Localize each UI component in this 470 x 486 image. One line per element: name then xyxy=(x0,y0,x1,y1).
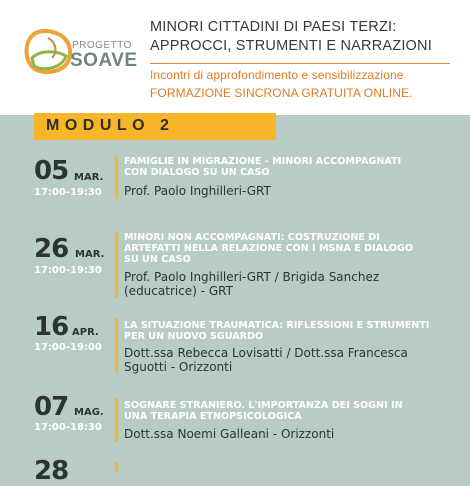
speaker-line: Prof. Paolo Inghilleri-GRT / Brigida Sanchez xyxy=(124,270,380,284)
session-day: 05 xyxy=(34,156,69,186)
module-label: MODULO 2 xyxy=(46,117,175,134)
topic-line: ARTEFATTI NELLA RELAZIONE CON I MSNA E DIALOGO xyxy=(124,243,414,254)
session-speaker xyxy=(124,427,444,441)
speaker-line: Prof. Paolo Inghilleri-GRT xyxy=(124,184,271,198)
topic-line: MINORI NON ACCOMPAGNATI: COSTRUZIONE DI xyxy=(124,232,380,243)
topic-line: CON DIALOGO SU UN CASO xyxy=(124,167,270,178)
session-day: 26 xyxy=(34,234,69,264)
subtitle-line-2: FORMAZIONE SINCRONA GRATUITA ONLINE. xyxy=(150,86,413,100)
session-month: MAR. xyxy=(75,249,105,260)
session-topic xyxy=(124,320,454,342)
session-time: 17:00-19:00 xyxy=(34,342,102,353)
title-line-1: MINORI CITTADINI DI PAESI TERZI: xyxy=(150,19,397,35)
subtitle-line-1: Incontri di approfondimento e sensibilizzazione xyxy=(150,68,404,82)
topic-line: SU UN CASO xyxy=(124,254,191,265)
session-time: 17:00-19:30 xyxy=(34,187,102,198)
speaker-line: (educatrice) - GRT xyxy=(124,284,233,298)
session-month: MAG. xyxy=(74,407,104,418)
speaker-line: Dott.ssa Rebecca Lovisatti / Dott.ssa Francesca xyxy=(124,346,408,360)
session-speaker xyxy=(124,270,444,298)
session-month: APR. xyxy=(72,327,99,338)
speaker-line: Dott.ssa Noemi Galleani - Orizzonti xyxy=(124,427,335,441)
session-topic xyxy=(124,400,454,422)
topic-line: UNA TERAPIA ETNOPSICOLOGICA xyxy=(124,411,302,422)
title-line-2: APPROCCI, STRUMENTI E NARRAZIONI xyxy=(150,38,432,54)
session-accent-bar xyxy=(115,232,118,298)
session-accent-bar xyxy=(115,318,118,373)
module-banner xyxy=(34,113,276,140)
topic-line: FAMIGLIE IN MIGRAZIONE - MINORI ACCOMPAGNATI xyxy=(124,156,402,167)
session-day: 28 xyxy=(34,456,69,486)
speaker-line: Sguotti - Orizzonti xyxy=(124,360,233,374)
session-day: 07 xyxy=(34,392,69,422)
logo-progetto-text: PROGETTO xyxy=(72,40,132,51)
session-day: 16 xyxy=(34,312,69,342)
topic-line: LA SITUAZIONE TRAUMATICA: RIFLESSIONI E STRUMENTI xyxy=(124,320,430,331)
session-accent-bar xyxy=(115,398,118,442)
header xyxy=(0,0,470,115)
page-title xyxy=(150,18,432,56)
session-accent-bar xyxy=(115,156,118,199)
session-speaker xyxy=(124,346,444,374)
session-speaker xyxy=(124,184,444,198)
session-month: MAR. xyxy=(74,172,104,183)
topic-line: PER UN NUOVO SGUARDO xyxy=(124,331,264,342)
session-topic xyxy=(124,232,454,265)
logo-soave-text: SOAVE xyxy=(70,50,138,71)
topic-line: SOGNARE STRANIERO. L'IMPORTANZA DEI SOGNI IN xyxy=(124,400,403,411)
session-topic xyxy=(124,156,454,178)
title-divider xyxy=(150,63,450,64)
session-time: 17:00-19:30 xyxy=(34,265,102,276)
session-accent-bar xyxy=(115,462,118,472)
session-time: 17:00-18:30 xyxy=(34,422,102,433)
